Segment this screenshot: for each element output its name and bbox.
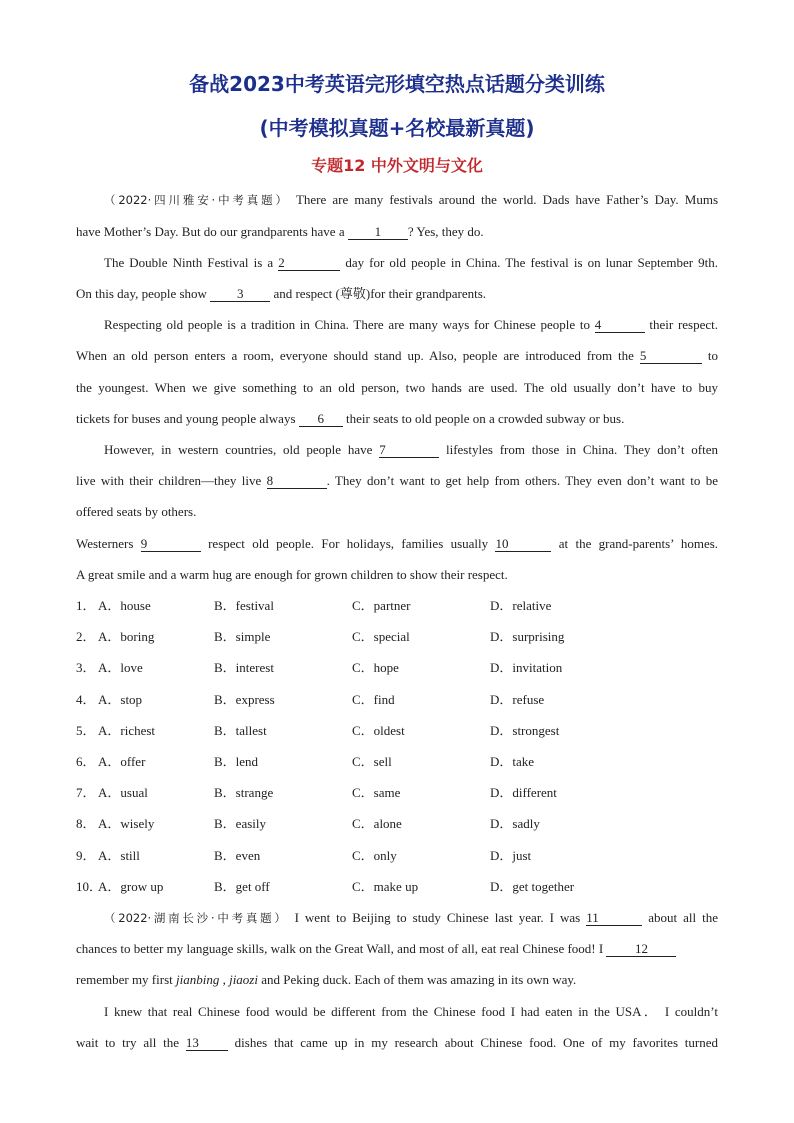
option-d: D．strongest — [490, 722, 560, 738]
option-d: D．relative — [490, 598, 552, 613]
option-a: A．offer — [98, 754, 146, 769]
option-b: B．festival — [214, 598, 274, 613]
question-number: 7． — [76, 785, 96, 801]
passage1-line: The Double Ninth Festival is a 2 day for old people in China. The festival is on lunar September 9th. — [104, 255, 718, 270]
option-a: A．richest — [98, 722, 156, 738]
passage1-line: Respecting old people is a tradition in China. There are many ways for Chinese people to 4 their respect. — [104, 317, 718, 332]
passage1-line: have Mother’s Day. But do our grandparents have a 1 ? Yes, they do. — [76, 224, 484, 239]
source-label: （2022·四川雅安·中考真题） — [104, 193, 290, 207]
option-b: B．simple — [214, 629, 271, 645]
passage2-line: wait to try all the 13 dishes that came up in my research about Chinese food. One of my favorites turned — [76, 1035, 718, 1050]
option-c: C．same — [352, 785, 401, 801]
passage1-line: the youngest. When we give something to an old person, two hands are used. The old usually don’t have to buy — [76, 380, 718, 395]
source-label: （2022·湖南长沙·中考真题） — [104, 911, 289, 925]
question-number: 10． — [76, 878, 103, 894]
option-c: C．hope — [352, 660, 399, 676]
option-d: D．get together — [490, 878, 575, 894]
option-a: A．stop — [98, 691, 143, 707]
option-d: D．different — [490, 785, 557, 801]
option-b: B．get off — [214, 878, 270, 894]
passage1-line: On this day, people show 3 and respect (尊敬)for their grandparents. — [76, 286, 487, 301]
blank-5: 5 — [640, 349, 702, 364]
blank-1: 1 — [348, 225, 408, 240]
passage1-line: When an old person enters a room, everyone should stand up. Also, people are introduced from the 5 to — [76, 348, 718, 363]
option-d: D．invitation — [490, 660, 563, 676]
option-a: A．house — [98, 598, 151, 613]
blank-2: 2 — [278, 256, 340, 271]
question-number: 2． — [76, 629, 96, 645]
passage1-line: However, in western countries, old people have 7 lifestyles from those in China. They don’t often — [104, 442, 718, 457]
option-a: A．usual — [98, 785, 148, 801]
blank-13: 13 — [186, 1036, 228, 1051]
option-row — [76, 692, 718, 708]
option-row — [76, 629, 718, 645]
option-a: A．grow up — [98, 878, 164, 894]
passage2-line: I knew that real Chinese food would be different from the Chinese food I had eaten in the USA． I couldn’t — [104, 1004, 718, 1019]
question-number: 9． — [76, 847, 96, 863]
question-number: 1． — [76, 598, 96, 613]
blank-9: 9 — [141, 537, 201, 552]
option-a: A．love — [98, 660, 143, 676]
question-number: 4． — [76, 691, 96, 707]
option-b: B．express — [214, 691, 275, 707]
passage1-line: offered seats by others. — [76, 504, 197, 519]
option-a: A．still — [98, 847, 140, 863]
option-b: B．even — [214, 847, 261, 863]
passage1-line: Westerners 9 respect old people. For holidays, families usually 10 at the grand-parents’ homes. — [76, 536, 718, 551]
passage1-line: A great smile and a warm hug are enough for grown children to show their respect. — [76, 567, 508, 582]
option-b: B．easily — [214, 816, 266, 832]
option-c: C．partner — [352, 598, 411, 613]
blank-8: 8 — [267, 474, 327, 489]
blank-7: 7 — [379, 443, 439, 458]
option-row — [76, 660, 718, 676]
option-row — [76, 723, 718, 739]
blank-4: 4 — [595, 318, 645, 333]
question-number: 3． — [76, 660, 96, 676]
passage1-line: tickets for buses and young people always 6 their seats to old people on a crowded subway or bus. — [76, 411, 625, 426]
italic-words: jianbing , jiaozi — [176, 972, 258, 987]
passage2-line: chances to better my language skills, walk on the Great Wall, and most of all, eat real Chinese food! I 12 — [76, 941, 718, 957]
option-d: D．surprising — [490, 629, 565, 645]
passage1-line: （2022·四川雅安·中考真题） There are many festivals around the world. Dads have Father’s Day. Mums — [104, 192, 718, 207]
option-row — [76, 785, 718, 801]
option-b: B．interest — [214, 660, 274, 676]
question-number: 6． — [76, 754, 96, 769]
blank-12: 12 — [606, 942, 676, 957]
passage2-line: remember my first jianbing , jiaozi and Peking duck. Each of them was amazing in its own way. — [76, 972, 577, 987]
option-b: B．tallest — [214, 722, 267, 738]
option-row — [76, 598, 718, 614]
option-c: C．special — [352, 629, 410, 645]
passage1-line: live with their children—they live 8 . They don’t want to get help from others. They even don’t want to be — [76, 473, 718, 488]
option-c: C．alone — [352, 816, 402, 832]
blank-11: 11 — [586, 911, 642, 926]
topic-heading: 专题12 中外文明与文化 — [311, 156, 483, 175]
option-c: C．only — [352, 847, 397, 863]
option-c: C．find — [352, 691, 395, 707]
option-b: B．strange — [214, 785, 274, 801]
blank-6: 6 — [299, 412, 343, 427]
document-subtitle: (中考模拟真题+名校最新真题) — [259, 116, 535, 140]
document-title: 备战2023中考英语完形填空热点话题分类训练 — [189, 72, 605, 96]
option-c: C．oldest — [352, 722, 405, 738]
option-d: D．take — [490, 754, 535, 769]
option-a: A．boring — [98, 629, 155, 645]
passage2-line: （2022·湖南长沙·中考真题） I went to Beijing to study Chinese last year. I was 11 about all the — [104, 910, 718, 925]
option-row — [76, 816, 718, 832]
option-row — [76, 754, 718, 770]
option-row — [76, 848, 718, 864]
option-d: D．sadly — [490, 816, 540, 832]
blank-3: 3 — [210, 287, 270, 302]
option-d: D．refuse — [490, 691, 545, 707]
option-b: B．lend — [214, 754, 259, 769]
option-a: A．wisely — [98, 816, 155, 832]
question-number: 5． — [76, 722, 96, 738]
question-number: 8． — [76, 816, 96, 832]
option-d: D．just — [490, 847, 532, 863]
blank-10: 10 — [495, 537, 551, 552]
option-row — [76, 879, 718, 895]
option-c: C．sell — [352, 754, 392, 769]
option-c: C．make up — [352, 878, 419, 894]
